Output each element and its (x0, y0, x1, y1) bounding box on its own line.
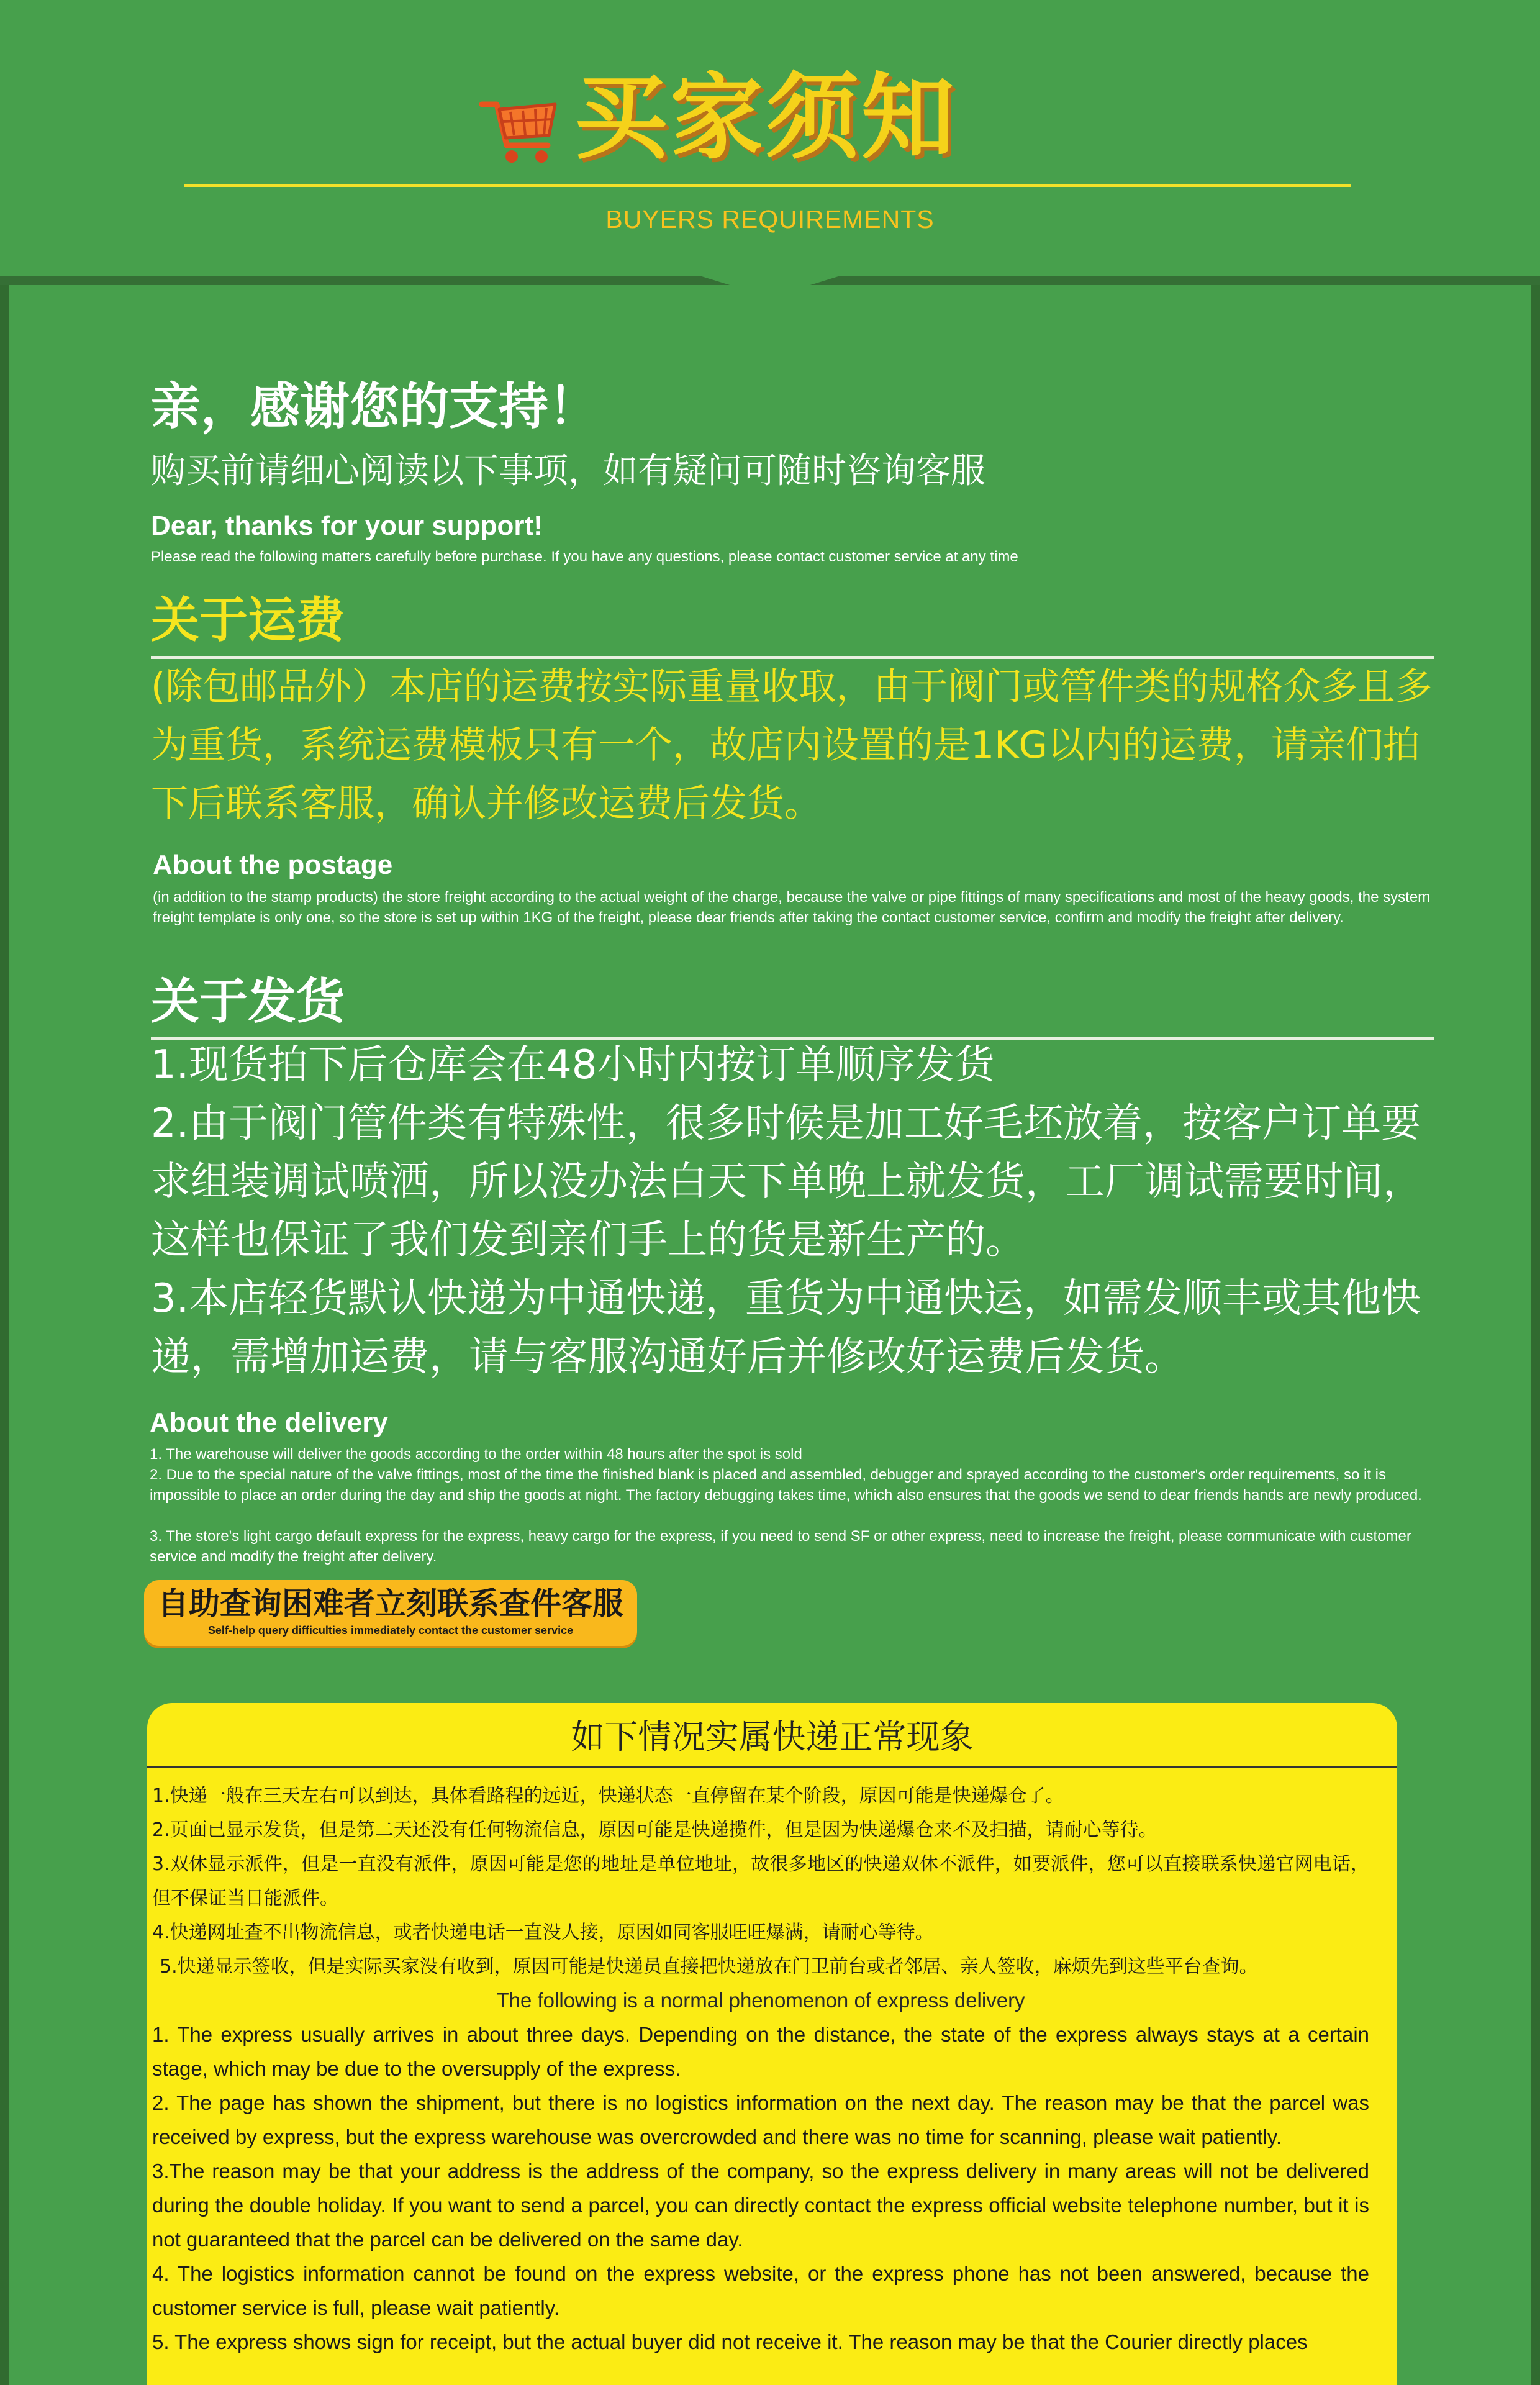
notice-item-cn: 1.快递一般在三天左右可以到达，具体看路程的远近，快递状态一直停留在某个阶段，原因可能是快递爆仓了。 (152, 1785, 1064, 1807)
delivery-item-2-cn: 2.由于阀门管件类有特殊性，很多时候是加工好毛坯放着，按客户订单要求组装调试喷洒，所以没办法白天下单晚上就发货，工厂调试需要时间，这样也保证了我们发到亲们手上的货是新生产的。 (151, 1101, 1423, 1263)
delivery-item-3-cn: 3.本店轻货默认快递为中通快递，重货为中通快运，如需发顺丰或其他快递，需增加运费，请与客服沟通好后并修改好运费后发货。 (151, 1276, 1421, 1380)
selfhelp-label-en: Self-help query difficulties immediately contact the customer service (207, 1624, 574, 1637)
notice-title-en: The following is a normal phenomenon of express delivery (496, 1989, 1025, 2012)
greeting-subtitle-en: Please read the following matters carefully before purchase. If you have any questions, please contact customer service at any time (151, 548, 1018, 565)
postage-body-en: (in addition to the stamp products) the store freight according to the actual weight of the charge, because the valve or pipe fittings of many specifications and most of the heavy goods, the system freight template is only one, so the store is set up within 1KG of the freight, please dear friends after taking the contact customer service, confirm and modify the freight after delivery. (153, 889, 1431, 926)
notice-item-en: 4. The logistics information cannot be found on the express website, or the express phone has not been answered, because the customer service is full, please wait patiently. (152, 2262, 1369, 2319)
delivery-heading-en: About the delivery (150, 1407, 388, 1438)
notice-box (147, 1703, 1397, 2385)
selfhelp-label-cn: 自助查询困难者立刻联系查件客服 (158, 1586, 623, 1622)
greeting-subtitle-cn: 购买前请细心阅读以下事项，如有疑问可随时咨询客服 (151, 451, 985, 491)
postage-heading: 关于运费 (151, 593, 345, 648)
notice-title-rule (147, 1766, 1397, 1768)
notice-item-cn: 5.快递显示签收，但是实际买家没有收到，原因可能是快递员直接把快递放在门卫前台或者邻居、亲人签收，麻烦先到这些平台查询。 (160, 1956, 1258, 1978)
notice-title: 如下情况实属快递正常现象 (571, 1717, 974, 1756)
delivery-item-2-en: 2. Due to the special nature of the valve fittings, most of the time the finished blank is placed and assembled, debugger and sprayed according to the customer's order requirements, so it is impossible to place an order during the day and ship the goods at night. The factory debugging takes time, which also ensures that the goods we send to dear friends hands are newly produced. (150, 1466, 1422, 1504)
delivery-heading: 关于发货 (151, 974, 345, 1030)
title-divider (184, 184, 1351, 187)
page-title: 买家须知 (574, 64, 958, 172)
delivery-item-1-en: 1. The warehouse will deliver the goods according to the order within 48 hours after the spot is sold (150, 1446, 802, 1463)
delivery-item-3-en: 3. The store's light cargo default express for the express, heavy cargo for the express, if you need to send SF or other express, need to increase the freight, please communicate with customer service and modify the freight after delivery. (150, 1528, 1411, 1565)
postage-heading-en: About the postage (153, 850, 393, 880)
selfhelp-contact-badge[interactable] (144, 1580, 637, 1646)
notice-item-en: 5. The express shows sign for receipt, but the actual buyer did not receive it. The reason may be that the Courier directly places (152, 2330, 1308, 2353)
notice-item-en: 3.The reason may be that your address is the address of the company, so the express delivery in many areas will not be delivered during the double holiday. If you want to send a parcel, you can directly contact the express official website telephone number, but it is not guaranteed that the parcel can be delivered on the same day. (152, 2160, 1369, 2251)
notice-item-en: 2. The page has shown the shipment, but there is no logistics information on the next day. The reason may be that the parcel was received by express, but the express warehouse was overcrowded and there was no time for scanning, please wait patiently. (152, 2091, 1369, 2148)
notice-item-cn: 4.快递网址查不出物流信息，或者快递电话一直没人接，原因如同客服旺旺爆满，请耐心等待。 (152, 1922, 934, 1943)
page-header (0, 0, 1540, 276)
notice-list (152, 1779, 1369, 2359)
greeting-title-cn: 亲，感谢您的支持！ (151, 378, 598, 435)
notice-item-cn: 3.双休显示派件，但是一直没有派件，原因可能是您的地址是单位地址，故很多地区的快递双休不派件，如要派件，您可以直接联系快递官网电话，但不保证当日能派件。 (152, 1853, 1369, 1909)
greeting-title-en: Dear, thanks for your support! (151, 511, 543, 541)
shopping-cart-icon (478, 86, 559, 166)
postage-body-cn: (除包邮品外）本店的运费按实际重量收取，由于阀门或管件类的规格众多且多为重货，系统运费模板只有一个，故店内设置的是1KG以内的运费，请亲们拍下后联系客服，确认并修改运费后发货。 (151, 665, 1433, 825)
delivery-item-1-cn: 1.现货拍下后仓库会在48小时内按订单顺序发货 (151, 1042, 995, 1088)
page-subtitle: BUYERS REQUIREMENTS (605, 205, 935, 234)
notice-item-en: 1. The express usually arrives in about three days. Depending on the distance, the state of the express always stays at a certain stage, which may be due to the oversupply of the express. (152, 2023, 1369, 2080)
notice-item-cn: 2.页面已显示发货，但是第二天还没有任何物流信息，原因可能是快递揽件，但是因为快递爆仓来不及扫描，请耐心等待。 (152, 1819, 1157, 1841)
